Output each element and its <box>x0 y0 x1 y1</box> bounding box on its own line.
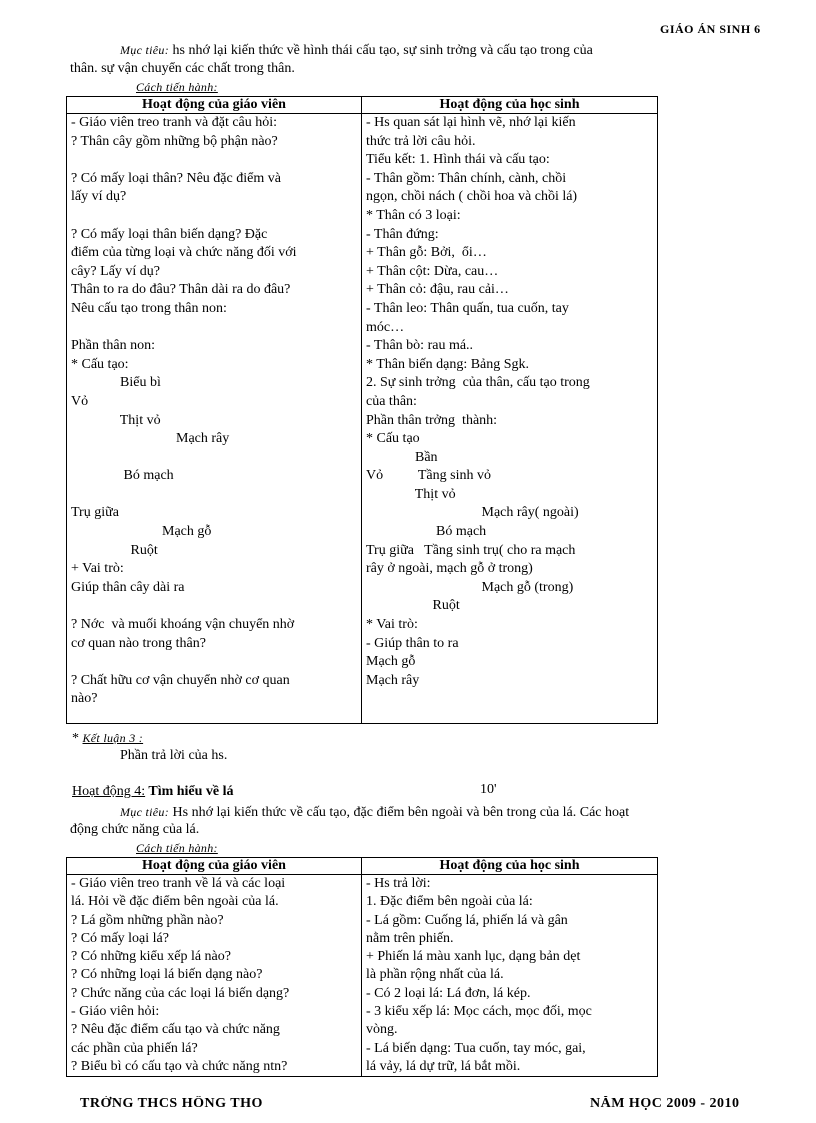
cell-line: Mạch gỗ (trong) <box>366 579 574 595</box>
cell-line: các phần của phiến lá? <box>71 1040 198 1056</box>
method-label: Cách tiến hành: <box>136 841 218 855</box>
cell-line <box>71 319 357 338</box>
cell-line: ? Có những loại lá biến dạng nào? <box>71 967 263 983</box>
cell-line: cây? Lấy ví dụ? <box>71 263 161 279</box>
cell-line: - Thân đứng: <box>366 226 439 242</box>
cell-line: Trụ giữa Tầng sinh trụ( cho ra mạch <box>366 542 576 558</box>
cell-line: - Giáo viên treo tranh về lá và các loại <box>71 876 286 891</box>
cell-line: lấy ví dụ? <box>71 189 127 205</box>
cell-line: lá. Hỏi về đặc điểm bên ngoài của lá. <box>71 894 279 910</box>
cell-line: ? Chức năng của các loại lá biến dạng? <box>71 985 290 1001</box>
cell-line: Mạch gỗ <box>71 524 212 540</box>
cell-line <box>71 653 357 672</box>
cell-line: Mạch rây <box>366 672 420 688</box>
cell-line: + Vai trò: <box>71 561 124 577</box>
cell-line: vòng. <box>366 1022 398 1038</box>
cell-line: cơ quan nào trong thân? <box>71 635 206 651</box>
cell-line: Nêu cấu tạo trong thân non: <box>71 300 227 316</box>
cell-line: + Phiến lá màu xanh lục, dạng bản dẹt <box>366 949 581 965</box>
activity-table-3 <box>66 96 658 724</box>
cell-line: ? Có mấy loại lá? <box>71 930 169 946</box>
cell-line: Trụ giữa <box>71 505 119 521</box>
cell-line: Mạch gỗ <box>366 654 416 670</box>
cell-line: + Thân gỗ: Bởi, ổi… <box>366 245 487 261</box>
cell-line: - Thân leo: Thân quấn, tua cuốn, tay <box>366 300 569 316</box>
cell-line: Giúp thân cây dài ra <box>71 579 185 595</box>
cell-line: Phần thân non: <box>71 338 155 354</box>
footer-school: TRỜNG THCS HỒNG THO <box>80 1096 263 1110</box>
method-label: Cách tiến hành: <box>136 80 218 94</box>
cell-line: - Thân bò: rau má.. <box>366 338 474 354</box>
cell-line: ? Nêu đặc điểm cấu tạo và chức năng <box>71 1022 280 1038</box>
cell-line: + Thân cỏ: đậu, rau cải… <box>366 282 509 298</box>
teacher-lines <box>71 875 357 1076</box>
objective-line-2: thân. sự vận chuyển các chất trong thân. <box>70 61 295 76</box>
cell-line: - Giáo viên treo tranh và đặt câu hỏi: <box>71 115 278 130</box>
cell-line: ? Thân cây gồm những bộ phận nào? <box>71 133 278 149</box>
cell-line: nào? <box>71 691 98 707</box>
teacher-lines <box>71 114 357 709</box>
cell-line: - Giáo viên hỏi: <box>71 1004 160 1020</box>
col-header-teacher: Hoạt động của giáo viên <box>67 858 362 875</box>
cell-line: - 3 kiểu xếp lá: Mọc cách, mọc đối, mọc <box>366 1004 592 1020</box>
cell-line: Thịt vỏ <box>71 412 161 428</box>
cell-line: ? Có mấy loại thân biến dạng? Đặc <box>71 226 268 242</box>
cell-line: ? Biểu bì có cấu tạo và chức năng ntn? <box>71 1058 288 1074</box>
duration: 10' <box>480 782 497 797</box>
student-cell <box>362 114 658 724</box>
cell-line: ngọn, chồi nách ( chồi hoa và chồi lá) <box>366 189 578 205</box>
cell-line: - Lá biến dạng: Tua cuốn, tay móc, gai, <box>366 1040 586 1056</box>
cell-line: - Thân gồm: Thân chính, cành, chồi <box>366 170 567 186</box>
cell-line: nằm trên phiến. <box>366 930 454 946</box>
cell-line: + Thân cột: Dừa, cau… <box>366 263 499 279</box>
cell-line: rây ở ngoài, mạch gỗ ở trong) <box>366 561 533 577</box>
cell-line: Biểu bì <box>71 375 161 391</box>
cell-line: Phần thân trởng thành: <box>366 412 498 428</box>
section-title: Hoạt động 4: Tìm hiểu về lá <box>72 784 234 799</box>
cell-line: Tiểu kết: 1. Hình thái và cấu tạo: <box>366 152 550 168</box>
cell-line: * Thân biến dạng: Bảng Sgk. <box>366 356 530 372</box>
cell-line: * Cấu tạo: <box>71 356 129 372</box>
cell-line: - Hs trả lời: <box>366 876 431 891</box>
teacher-cell <box>67 114 362 724</box>
cell-line: Bó mạch <box>366 524 487 540</box>
cell-line: Mạch rây( ngoài) <box>366 505 579 521</box>
cell-line: - Giúp thân to ra <box>366 635 459 651</box>
cell-line: ? Có mấy loại thân? Nêu đặc điểm và <box>71 170 281 186</box>
student-lines <box>366 875 653 1076</box>
col-header-teacher: Hoạt động của giáo viên <box>67 97 362 114</box>
objective-line-2: động chức năng của lá. <box>70 822 200 837</box>
cell-line: * Vai trò: <box>366 617 418 633</box>
cell-line: thức trả lời câu hỏi. <box>366 133 476 149</box>
cell-line: ? Nớc và muối khoáng vận chuyển nhờ <box>71 617 295 633</box>
teacher-cell <box>67 875 362 1077</box>
cell-line: điểm của từng loại và chức năng đối với <box>71 245 297 261</box>
cell-line: ? Lá gồm những phần nào? <box>71 912 224 928</box>
cell-line: Thịt vỏ <box>366 486 456 502</box>
objective-label: Mục tiêu: <box>120 43 170 57</box>
cell-line: Ruột <box>366 598 460 614</box>
objective-line-1 <box>120 41 593 60</box>
cell-line: Mạch rây <box>71 431 230 447</box>
cell-line: Thân to ra do đâu? Thân dài ra do đâu? <box>71 282 291 298</box>
footer-year: NĂM HỌC 2009 - 2010 <box>590 1096 740 1110</box>
cell-line: 1. Đặc điểm bên ngoài của lá: <box>366 894 533 910</box>
cell-line <box>71 207 357 226</box>
cell-line: Bần <box>366 449 438 465</box>
cell-line <box>71 151 357 170</box>
cell-line: ? Chất hữu cơ vận chuyển nhờ cơ quan <box>71 672 290 688</box>
objective-text: hs nhớ lại kiến thức về hình thái cấu tạo, sự sinh trởng và cấu tạo trong của <box>172 43 593 58</box>
cell-line <box>71 597 357 616</box>
cell-line: Bó mạch <box>71 468 174 484</box>
student-lines <box>366 114 653 690</box>
cell-line: móc… <box>366 319 405 335</box>
conclusion-label: * Kết luận 3 : <box>72 731 144 746</box>
cell-line: là phần rộng nhất của lá. <box>366 967 504 983</box>
cell-line: - Có 2 loại lá: Lá đơn, lá kép. <box>366 985 531 1001</box>
cell-line: * Thân có 3 loại: <box>366 207 461 223</box>
cell-line: lá vảy, lá dự trữ, lá bắt mồi. <box>366 1058 521 1074</box>
cell-line: Vỏ Tầng sinh vỏ <box>366 468 491 484</box>
cell-line <box>71 449 357 468</box>
conclusion-text: Phần trả lời của hs. <box>120 748 228 763</box>
cell-line: Ruột <box>71 542 158 558</box>
objective-line-1: Mục tiêu: Hs nhớ lại kiến thức về cấu tạo, đặc điểm bên ngoài và bên trong của lá. Các hoạt <box>120 805 630 820</box>
cell-line: Vỏ <box>71 393 89 409</box>
activity-table-4 <box>66 857 658 1077</box>
cell-line <box>71 486 357 505</box>
cell-line: 2. Sự sinh trởng của thân, cấu tạo trong <box>366 375 590 391</box>
col-header-student: Hoạt động của học sinh <box>362 858 658 875</box>
cell-line: của thân: <box>366 393 417 409</box>
cell-line: * Cấu tạo <box>366 431 420 447</box>
page-header: GIÁO ÁN SINH 6 <box>660 22 761 34</box>
cell-line: - Lá gồm: Cuống lá, phiến lá và gân <box>366 912 568 928</box>
cell-line: ? Có những kiểu xếp lá nào? <box>71 949 231 965</box>
cell-line: - Hs quan sát lại hình vẽ, nhớ lại kiến <box>366 115 576 130</box>
col-header-student: Hoạt động của học sinh <box>362 97 658 114</box>
student-cell <box>362 875 658 1077</box>
